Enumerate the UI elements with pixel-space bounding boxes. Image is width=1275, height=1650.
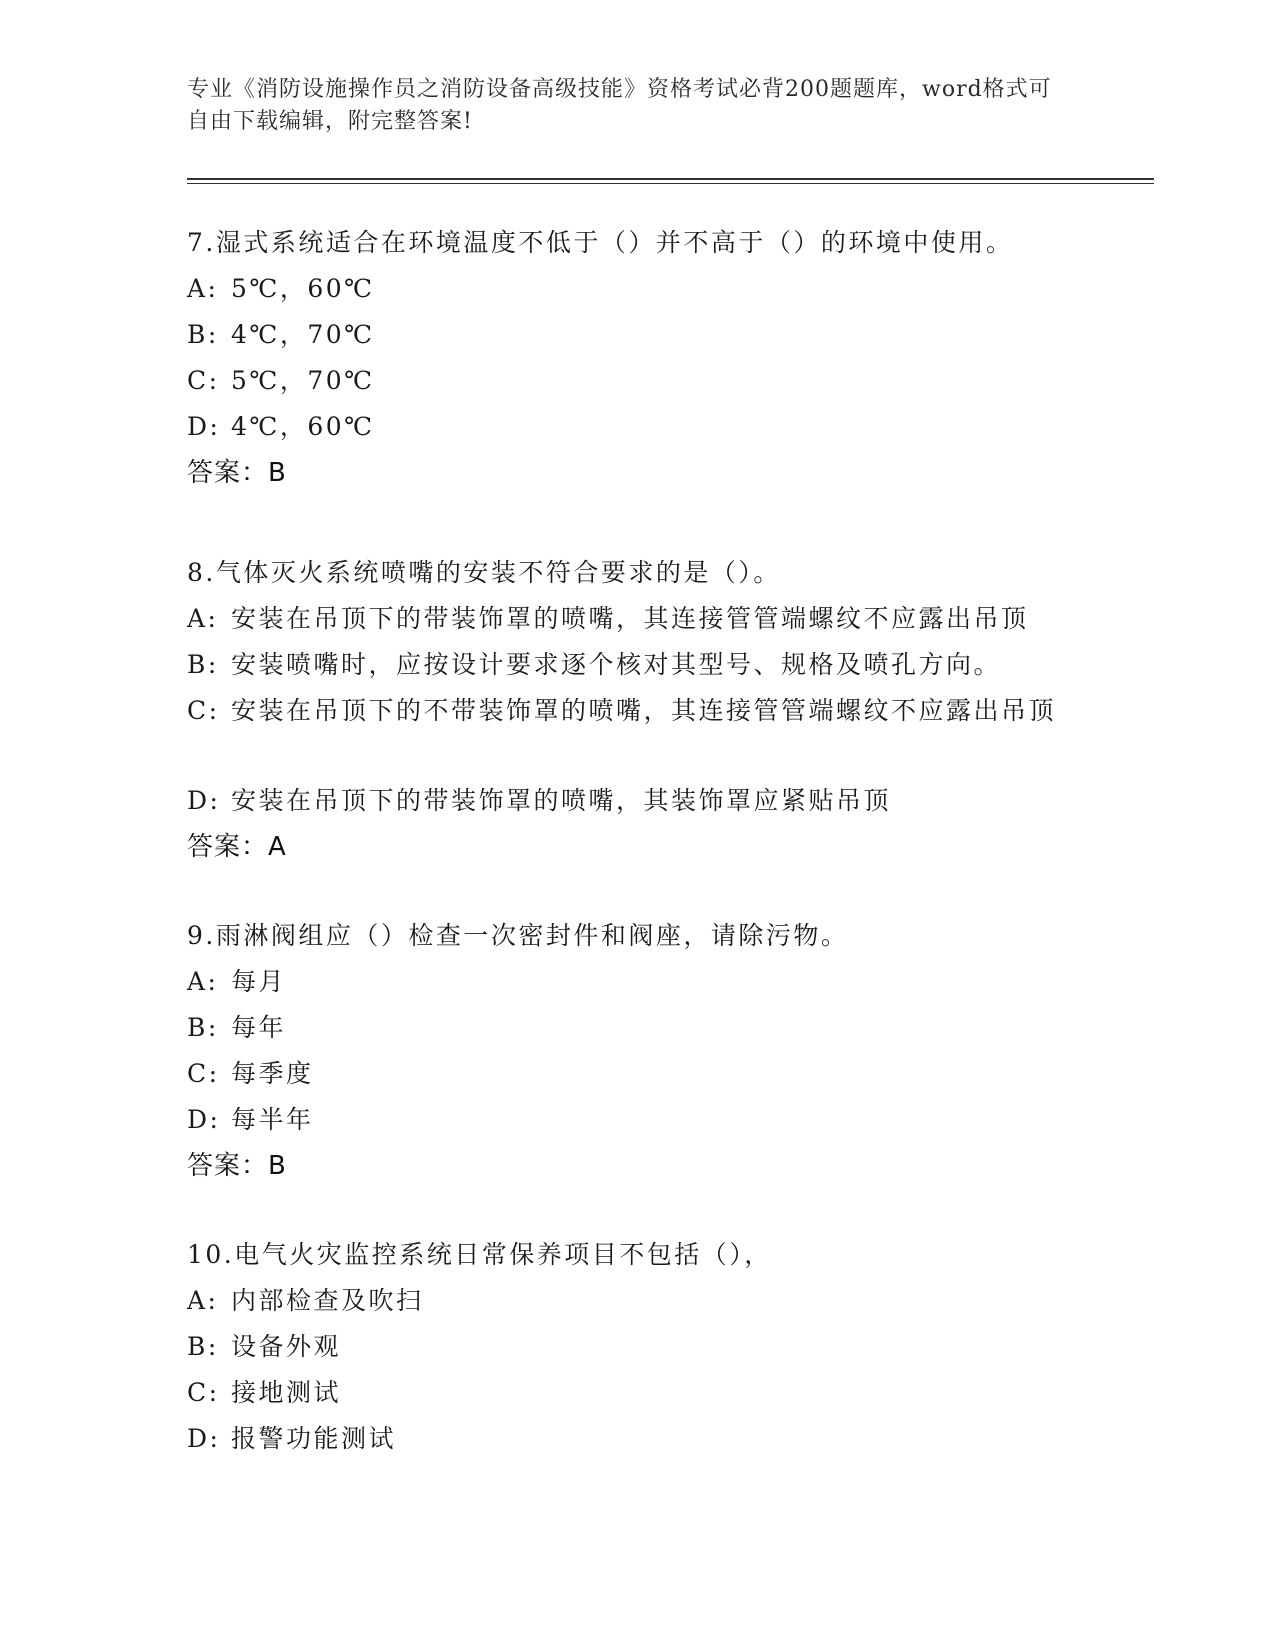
- option-key: B:: [187, 1332, 219, 1361]
- answer-line: 答案：B: [187, 458, 287, 488]
- question-stem: 8.气体灭火系统喷嘴的安装不符合要求的是（）。: [187, 558, 781, 587]
- option-c: [187, 1059, 1087, 1105]
- option-text: 安装在吊顶下的带装饰罩的喷嘴，其装饰罩应紧贴吊顶: [231, 786, 892, 815]
- option-b: [187, 1013, 1087, 1059]
- option-key: A:: [187, 967, 219, 996]
- option-text: 每年: [231, 1013, 287, 1042]
- option-text: 每半年: [231, 1105, 314, 1134]
- option-key: D:: [187, 786, 221, 815]
- option-key: B:: [187, 320, 219, 349]
- option-d: [187, 786, 1087, 832]
- option-text: 每季度: [231, 1059, 314, 1088]
- option-text: 4℃，60℃: [231, 412, 375, 441]
- option-text: 接地测试: [231, 1378, 342, 1407]
- question-10: [187, 1240, 1087, 1470]
- option-text: 内部检查及吹扫: [231, 1286, 424, 1315]
- option-d: [187, 1105, 1087, 1151]
- option-key: B:: [187, 1013, 219, 1042]
- option-key: A:: [187, 1286, 219, 1315]
- question-7: [187, 228, 1087, 488]
- option-key: C:: [187, 1059, 220, 1088]
- question-stem: 10.电气火灾监控系统日常保养项目不包括（），: [187, 1240, 772, 1269]
- option-key: C:: [187, 1378, 220, 1407]
- option-text: 5℃，60℃: [231, 274, 375, 303]
- question-stem: 7.湿式系统适合在环境温度不低于（）并不高于（）的环境中使用。: [187, 228, 1014, 257]
- option-a: [187, 274, 1087, 320]
- option-text: 每月: [231, 967, 287, 996]
- option-key: D:: [187, 1424, 221, 1453]
- option-text: 安装喷嘴时，应按设计要求逐个核对其型号、规格及喷孔方向。: [231, 650, 1002, 679]
- document-header: 专业《消防设施操作员之消防设备高级技能》资格考试必背200题题库，word格式可自由下载编辑，附完整答案!: [187, 77, 1052, 134]
- question-8: [187, 558, 1087, 862]
- option-key: A:: [187, 274, 219, 303]
- header-divider-thick: [187, 178, 1154, 180]
- option-key: C:: [187, 366, 220, 395]
- option-text: 报警功能测试: [231, 1424, 397, 1453]
- option-c: [187, 696, 1087, 786]
- option-text: 设备外观: [231, 1332, 342, 1361]
- answer-line: 答案：B: [187, 1151, 287, 1181]
- option-key: C:: [187, 696, 220, 725]
- option-c: [187, 366, 1087, 412]
- option-c: [187, 1378, 1087, 1424]
- question-9: [187, 921, 1087, 1181]
- answer-line: 答案：A: [187, 832, 287, 862]
- header-divider-thin: [187, 183, 1154, 184]
- option-text: 4℃，70℃: [231, 320, 375, 349]
- option-key: B:: [187, 650, 219, 679]
- option-d: [187, 412, 1087, 458]
- option-key: D:: [187, 412, 221, 441]
- option-text: 安装在吊顶下的不带装饰罩的喷嘴，其连接管管端螺纹不应露出吊顶: [231, 696, 1057, 725]
- option-a: [187, 604, 1087, 650]
- option-text: 安装在吊顶下的带装饰罩的喷嘴，其连接管管端螺纹不应露出吊顶: [231, 604, 1029, 633]
- option-b: [187, 320, 1087, 366]
- option-b: [187, 1332, 1087, 1378]
- option-text: 5℃，70℃: [231, 366, 375, 395]
- option-d: [187, 1424, 1087, 1470]
- option-a: [187, 967, 1087, 1013]
- option-key: D:: [187, 1105, 221, 1134]
- question-stem: 9.雨淋阀组应（）检查一次密封件和阀座，请除污物。: [187, 921, 849, 950]
- option-a: [187, 1286, 1087, 1332]
- option-key: A:: [187, 604, 219, 633]
